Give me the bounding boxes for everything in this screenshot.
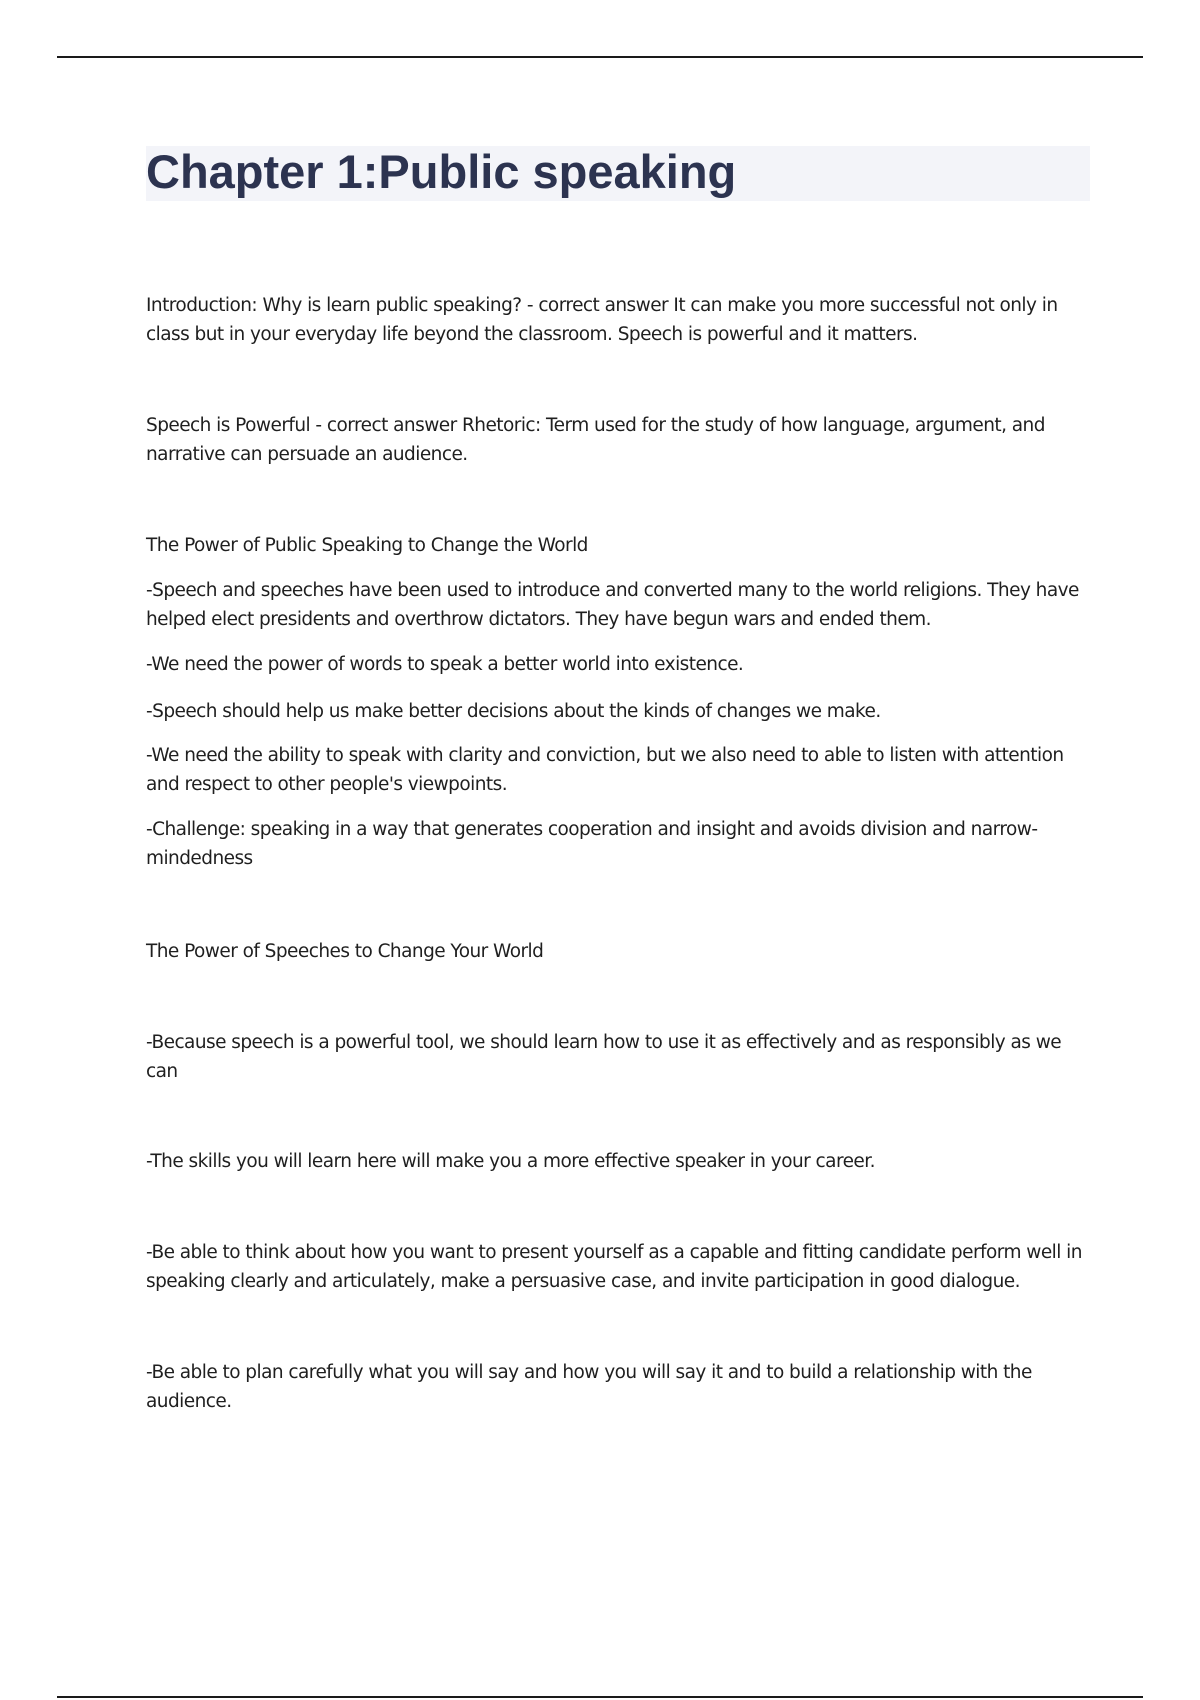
chapter-title: Chapter 1:Public speaking: [146, 145, 737, 198]
paragraph-clarity-and-listening: -We need the ability to speak with clarity and conviction, but we also need to able to listen with attention and respect to other people's viewpoints.: [146, 745, 1064, 795]
section-heading-change-the-world: The Power of Public Speaking to Change the World: [146, 535, 588, 556]
bottom-rule: [57, 1696, 1143, 1698]
top-rule: [57, 56, 1143, 58]
paragraph-speeches-history: -Speech and speeches have been used to introduce and converted many to the world religions. They have helped elect presidents and overthrow dictators. They have begun wars and ended them.: [146, 580, 1079, 630]
paragraph-powerful-tool: -Because speech is a powerful tool, we should learn how to use it as effectively and as responsibly as we can: [146, 1032, 1062, 1082]
paragraph-career-skills: -The skills you will learn here will make you a more effective speaker in your career.: [146, 1151, 875, 1172]
paragraph-plan-carefully: -Be able to plan carefully what you will say and how you will say it and to build a relationship with the audience.: [146, 1362, 1032, 1412]
paragraph-better-decisions: -Speech should help us make better decisions about the kinds of changes we make.: [146, 701, 881, 722]
paragraph-power-of-words: -We need the power of words to speak a better world into existence.: [146, 654, 744, 675]
section-heading-change-your-world: The Power of Speeches to Change Your World: [146, 941, 544, 962]
paragraph-introduction: Introduction: Why is learn public speaking? - correct answer It can make you more successful not only in class but in your everyday life beyond the classroom. Speech is powerful and it matters.: [146, 295, 1058, 345]
paragraph-challenge: -Challenge: speaking in a way that generates cooperation and insight and avoids division and narrow-mindedness: [146, 819, 1038, 869]
paragraph-speech-is-powerful: Speech is Powerful - correct answer Rhetoric: Term used for the study of how language, argument, and narrative can persuade an audience.: [146, 415, 1045, 465]
paragraph-present-yourself: -Be able to think about how you want to present yourself as a capable and fitting candidate perform well in speaking clearly and articulately, make a persuasive case, and invite participation in good dialogue.: [146, 1242, 1082, 1292]
